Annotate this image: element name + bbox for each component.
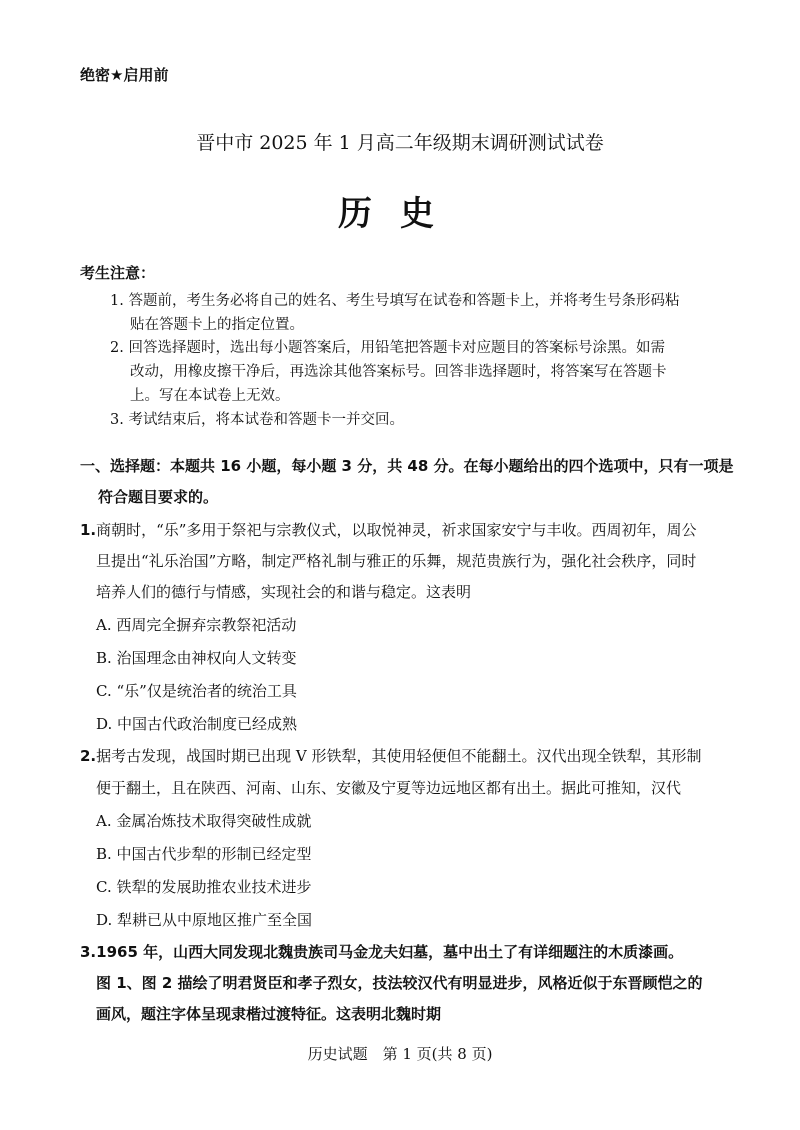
- notice-item-2: 2. 回答选择题时，选出每小题答案后，用铅笔把答题卡对应题目的答案标号涂黑。如需: [110, 340, 665, 356]
- notice-heading: 考生注意：: [80, 264, 156, 282]
- exam-title: 晋中市 2025 年 1 月高二年级期末调研测试试卷: [196, 132, 604, 154]
- notice-item-3: 3. 考试结束后，将本试卷和答题卡一并交回。: [110, 412, 404, 428]
- question-1-cont2: 培养人们的德行与情感，实现社会的和谐与稳定。这表明: [96, 583, 472, 601]
- question-number: 2.: [80, 747, 97, 765]
- question-text: 商朝时，“乐”多用于祭祀与宗教仪式，以取悦神灵，祈求国家安宁与丰收。西周初年，周公: [96, 521, 697, 539]
- option-c: C. 铁犁的发展助推农业技术进步: [96, 878, 312, 896]
- option-d: D. 中国古代政治制度已经成熟: [96, 715, 298, 733]
- question-1: [80, 519, 696, 540]
- confidential-label: 绝密★启用前: [80, 66, 169, 84]
- question-number: 1.: [80, 521, 97, 539]
- page-footer: 历史试题 第 1 页(共 8 页): [307, 1045, 493, 1063]
- section-heading-cont: 符合题目要求的。: [98, 488, 219, 506]
- section-heading: 一、选择题：本题共 16 小题，每小题 3 分，共 48 分。在每小题给出的四个选项中，只有一项是: [80, 457, 734, 475]
- notice-item-1: 1. 答题前，考生务必将自己的姓名、考生号填写在试卷和答题卡上，并将考生号条形码粘: [110, 293, 680, 309]
- option-b: B. 治国理念由神权向人文转变: [96, 649, 297, 667]
- notice-item-2-cont: 改动，用橡皮擦干净后，再选涂其他答案标号。回答非选择题时，将答案写在答题卡: [130, 364, 667, 380]
- question-number: 3.: [80, 943, 97, 961]
- question-3-cont: 图 1、图 2 描绘了明君贤臣和孝子烈女，技法较汉代有明显进步，风格近似于东晋顾恺之的: [96, 974, 703, 992]
- question-text: 1965 年，山西大同发现北魏贵族司马金龙夫妇墓，墓中出土了有详细题注的木质漆画。: [96, 943, 684, 961]
- option-c: C. “乐”仅是统治者的统治工具: [96, 682, 297, 700]
- option-d: D. 犁耕已从中原地区推广至全国: [96, 911, 313, 929]
- notice-item-1-cont: 贴在答题卡上的指定位置。: [130, 317, 304, 333]
- notice-item-2-cont2: 上。写在本试卷上无效。: [130, 388, 290, 404]
- question-2-cont: 便于翻土，且在陕西、河南、山东、安徽及宁夏等边远地区都有出土。据此可推知，汉代: [96, 779, 682, 797]
- subject-title: 历史: [338, 194, 462, 234]
- question-3: [80, 941, 683, 962]
- question-2: [80, 745, 702, 766]
- option-b: B. 中国古代步犁的形制已经定型: [96, 845, 312, 863]
- option-a: A. 金属冶炼技术取得突破性成就: [96, 812, 312, 830]
- option-a: A. 西周完全摒弃宗教祭祀活动: [96, 616, 297, 634]
- question-text: 据考古发现，战国时期已出现 V 形铁犁，其使用轻便但不能翻土。汉代出现全铁犁，其形制: [96, 747, 702, 765]
- question-3-cont2: 画风，题注字体呈现隶楷过渡特征。这表明北魏时期: [96, 1005, 442, 1023]
- question-1-cont: 旦提出“礼乐治国”方略，制定严格礼制与雅正的乐舞，规范贵族行为，强化社会秩序，同时: [96, 552, 697, 570]
